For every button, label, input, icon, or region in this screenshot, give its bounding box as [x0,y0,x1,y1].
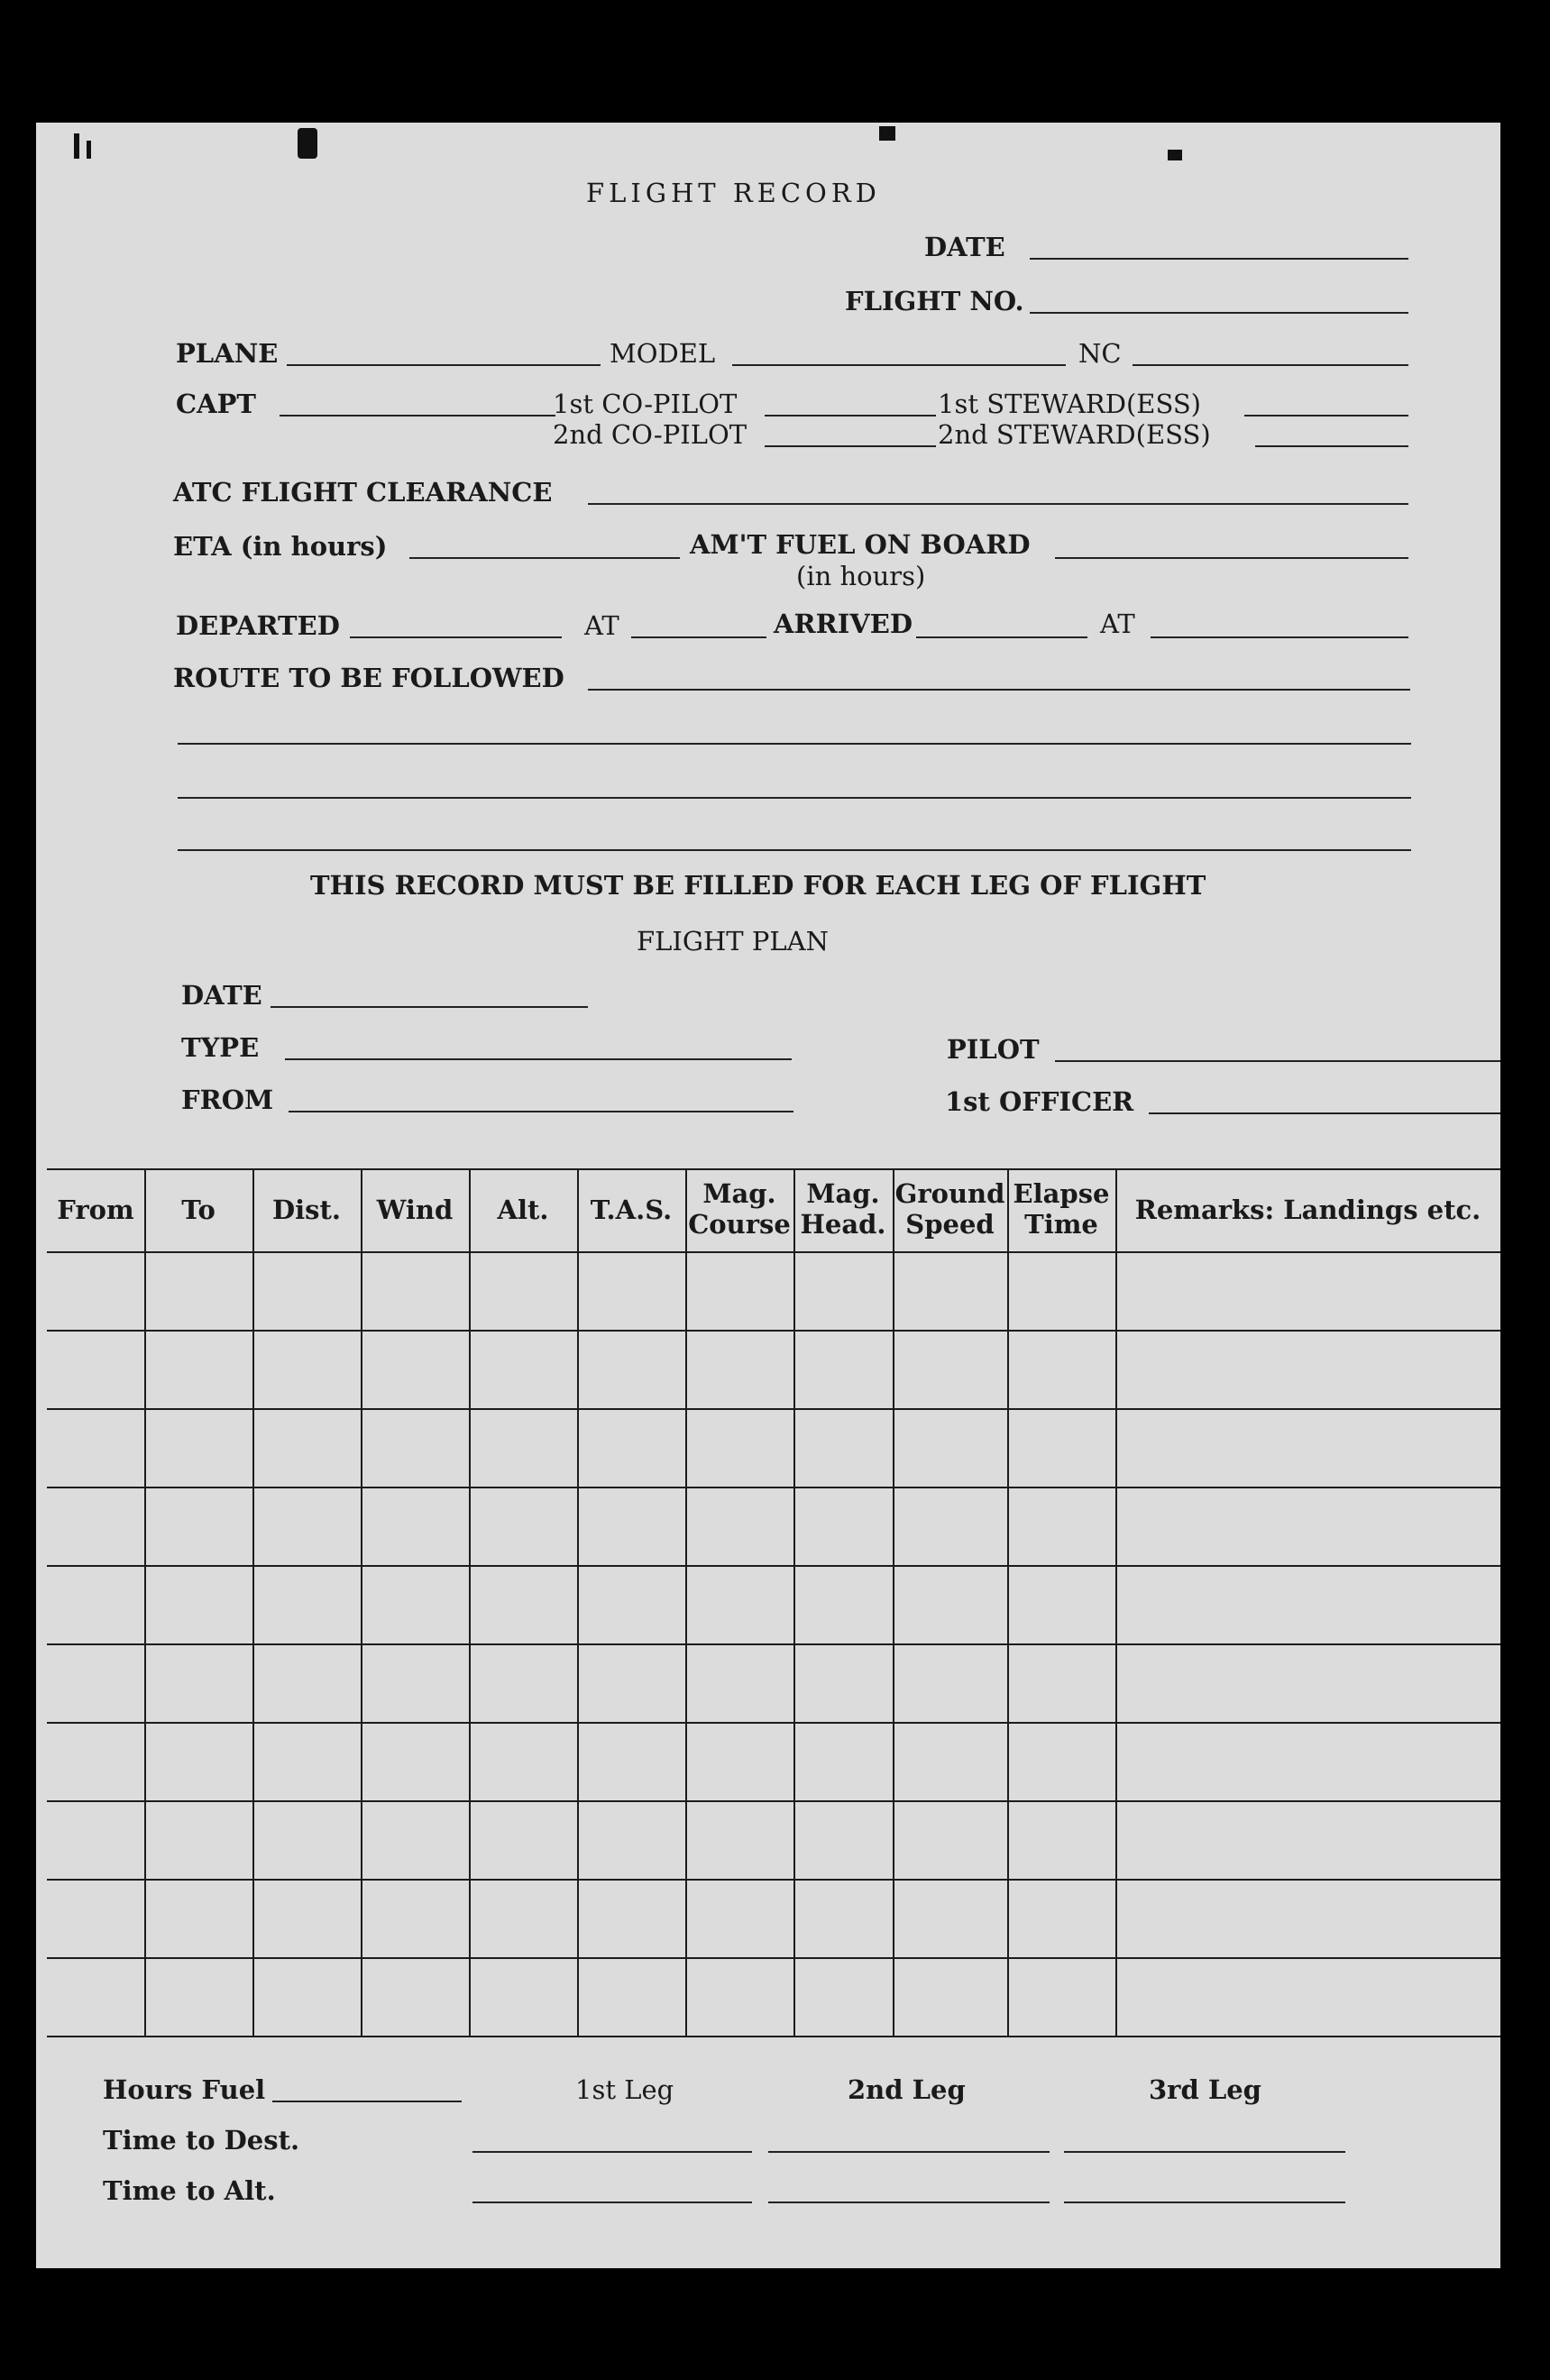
column-header: Dist. [272,1195,341,1225]
arrive-at-field[interactable] [1151,636,1408,638]
model-field[interactable] [732,364,1066,366]
copilot2-field[interactable] [765,445,936,447]
hours-fuel-field[interactable] [272,2101,462,2102]
departed-label: DEPARTED [176,610,340,641]
plan-pilot-field[interactable] [1055,1060,1500,1062]
depart-at-field[interactable] [631,636,766,638]
time-to-dest-label: Time to Dest. [103,2125,300,2156]
plan-pilot-label: PILOT [947,1034,1040,1065]
leg3-label: 3rd Leg [1149,2074,1261,2105]
column-header-line2: Head. [800,1209,886,1240]
table-row[interactable] [47,1645,1500,1722]
plan-type-field[interactable] [285,1058,792,1060]
eta-label: ETA (in hours) [173,531,388,562]
copilot1-field[interactable] [765,415,936,416]
table-row[interactable] [47,1881,1500,1957]
flight-no-label: FLIGHT NO. [845,286,1024,316]
dest-leg3-field[interactable] [1064,2151,1345,2153]
at-label-1: AT [584,610,619,641]
fuel-label: AM'T FUEL ON BOARD [690,529,1031,560]
dest-leg2-field[interactable] [768,2151,1050,2153]
scan-speck [74,133,79,159]
fuel-sub-label: (in hours) [796,561,926,591]
atc-label: ATC FLIGHT CLEARANCE [173,477,553,508]
time-to-alt-label: Time to Alt. [103,2175,276,2206]
capt-field[interactable] [280,415,555,416]
plan-officer-field[interactable] [1149,1112,1500,1114]
plan-officer-label: 1st OFFICER [945,1086,1134,1117]
steward2-field[interactable] [1255,445,1408,447]
model-label: MODEL [610,338,716,369]
plan-date-field[interactable] [271,1006,588,1008]
scan-speck [298,128,317,159]
plane-label: PLANE [176,338,279,369]
table-row[interactable] [47,1332,1500,1408]
route-field-2[interactable] [178,743,1411,745]
leg2-label: 2nd Leg [848,2074,966,2105]
column-header: Wind [376,1195,454,1225]
alt-leg3-field[interactable] [1064,2202,1345,2203]
dest-leg1-field[interactable] [472,2151,752,2153]
table-row[interactable] [47,1253,1500,1330]
copilot2-label: 2nd CO-PILOT [553,419,747,450]
flight-no-field[interactable] [1030,312,1408,314]
plan-title: FLIGHT PLAN [637,926,829,957]
date-field[interactable] [1030,258,1408,260]
arrived-field[interactable] [916,636,1087,638]
table-row-rule [47,2036,1500,2037]
column-header: Elapse [1013,1178,1110,1209]
column-header-line2: Time [1024,1209,1098,1240]
form-title: FLIGHT RECORD [586,178,881,208]
scan-speck [879,126,895,141]
route-field-4[interactable] [178,849,1411,851]
eta-field[interactable] [409,557,680,559]
departed-field[interactable] [350,636,562,638]
table-row[interactable] [47,1724,1500,1800]
scan-speck [87,141,91,159]
leg1-label: 1st Leg [575,2074,674,2105]
plan-from-label: FROM [181,1085,274,1115]
scan-speck [1168,150,1182,160]
date-label: DATE [924,232,1005,262]
table-row[interactable] [47,1410,1500,1487]
capt-label: CAPT [176,389,256,419]
at-label-2: AT [1100,609,1135,639]
table-row[interactable] [47,1567,1500,1643]
table-row[interactable] [47,1959,1500,2036]
alt-leg2-field[interactable] [768,2202,1050,2203]
plan-type-label: TYPE [181,1032,260,1063]
nc-field[interactable] [1133,364,1408,366]
flight-record-sheet [36,123,1500,2268]
steward2-label: 2nd STEWARD(ESS) [938,419,1211,450]
fuel-field[interactable] [1055,557,1408,559]
column-header-line2: Course [688,1209,791,1240]
route-field-3[interactable] [178,797,1411,799]
column-header: To [181,1195,216,1225]
plane-field[interactable] [287,364,601,366]
nc-label: NC [1078,338,1122,369]
column-header: T.A.S. [590,1195,673,1225]
column-header: Mag. [702,1178,776,1209]
table-top-rule [47,1168,1500,1170]
column-header: From [57,1195,134,1225]
plan-date-label: DATE [181,980,262,1011]
route-field-1[interactable] [588,689,1410,691]
arrived-label: ARRIVED [774,609,913,639]
steward1-field[interactable] [1244,415,1408,416]
column-header: Alt. [497,1195,549,1225]
copilot1-label: 1st CO-PILOT [553,389,738,419]
table-row[interactable] [47,1488,1500,1565]
column-header: Mag. [806,1178,880,1209]
column-header-line2: Speed [905,1209,995,1240]
table-row[interactable] [47,1802,1500,1879]
steward1-label: 1st STEWARD(ESS) [938,389,1201,419]
route-label: ROUTE TO BE FOLLOWED [173,663,564,693]
column-header: Remarks: Landings etc. [1134,1195,1481,1225]
hours-fuel-label: Hours Fuel [103,2074,266,2105]
atc-field[interactable] [588,503,1408,505]
fill-notice: THIS RECORD MUST BE FILLED FOR EACH LEG OF FLIGHT [310,870,1206,901]
alt-leg1-field[interactable] [472,2202,752,2203]
column-header: Ground [894,1178,1005,1209]
plan-from-field[interactable] [289,1111,793,1112]
